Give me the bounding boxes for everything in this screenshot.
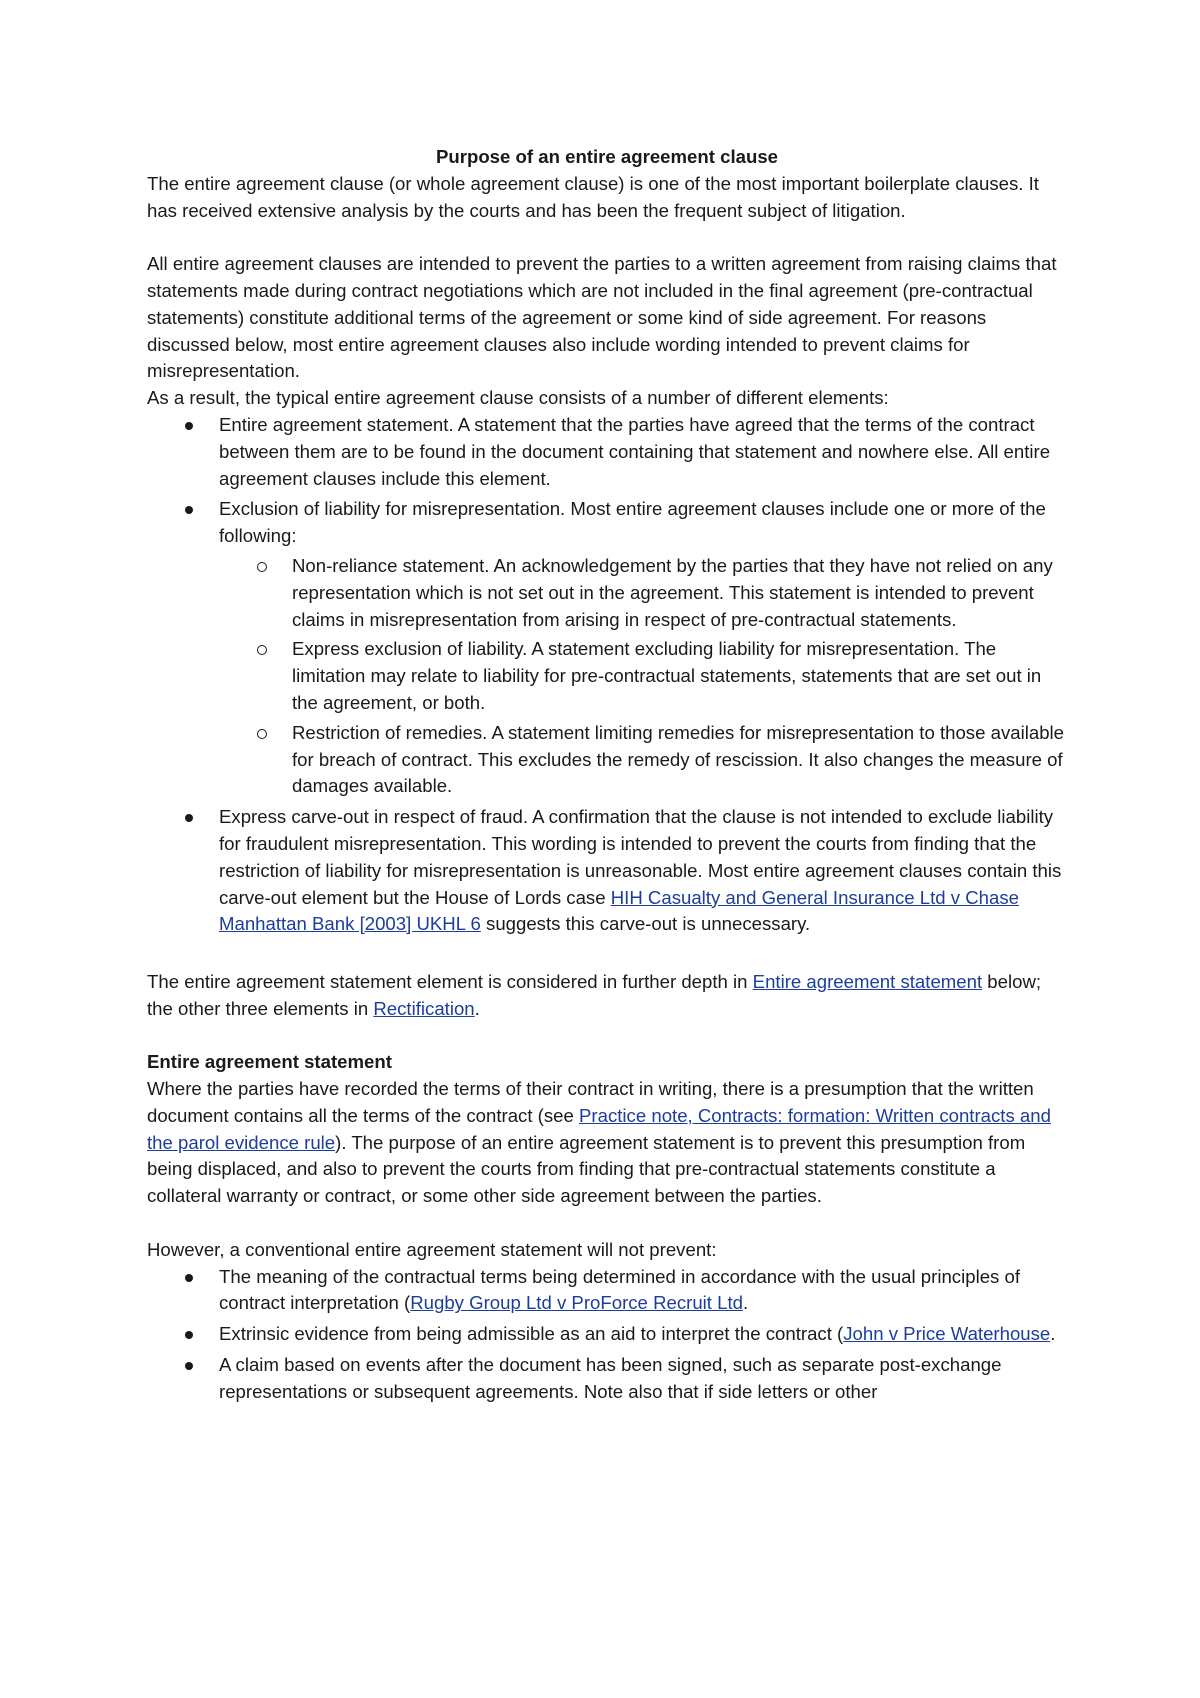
list-item bbox=[147, 496, 1067, 800]
section-heading: Entire agreement statement bbox=[147, 1051, 392, 1073]
list-item-text: Express carve-out in respect of fraud. A confirmation that the clause is not intended to exclude liability for fraudulent misrepresentation. This wording is intended to prevent the courts from finding that the restriction of liability for misrepresentation is unreasonable. Most entire agreement clauses contain this carve-out element but the House of Lords case bbox=[219, 806, 1062, 908]
paragraph-gap bbox=[147, 224, 1067, 251]
list-item-text: . bbox=[742, 1292, 749, 1314]
bullet-icon bbox=[185, 1274, 193, 1282]
elements-list bbox=[147, 412, 1067, 938]
list-item bbox=[147, 1264, 1067, 1318]
paragraph-gap bbox=[147, 1023, 1067, 1050]
list-item bbox=[147, 804, 1067, 938]
presumption-paragraph bbox=[147, 1076, 1067, 1210]
entire-agreement-statement-link[interactable]: Entire agreement statement bbox=[752, 970, 983, 992]
rectification-link[interactable]: Rectification bbox=[373, 997, 475, 1019]
sub-list-item bbox=[219, 720, 1067, 800]
list-item bbox=[147, 412, 1067, 492]
rugby-group-case-link[interactable]: Rugby Group Ltd v ProForce Recruit Ltd bbox=[410, 1292, 743, 1314]
prevent-list bbox=[147, 1264, 1067, 1406]
list-item-text: Exclusion of liability for misrepresentation. Most entire agreement clauses include one or more of the following: bbox=[219, 498, 1046, 547]
practice-note-link[interactable]: Practice note, Contracts: formation: Written contracts and the parol evidence rule bbox=[147, 1104, 1051, 1153]
hollow-bullet-icon bbox=[257, 562, 267, 572]
bullet-icon bbox=[185, 1331, 193, 1339]
list-item-text: Entire agreement statement. A statement that the parties have agreed that the terms of the contract between them are to be found in the document containing that statement and nowhere else. All entire agreement clauses include this element. bbox=[219, 413, 1051, 489]
list-item-text: Extrinsic evidence from being admissible as an aid to interpret the contract ( bbox=[219, 1323, 844, 1345]
prevent-lead-paragraph: However, a conventional entire agreement statement will not prevent: bbox=[147, 1238, 717, 1260]
list-item bbox=[147, 1352, 1067, 1406]
paragraph-gap bbox=[147, 942, 1067, 969]
sub-list-item-text: Restriction of remedies. A statement limiting remedies for misrepresentation to those available for breach of contract. This excludes the remedy of rescission. It also changes the measure of damages available. bbox=[292, 721, 1065, 797]
hollow-bullet-icon bbox=[257, 645, 267, 655]
list-item-text: A claim based on events after the document has been signed, such as separate post-exchange representations or subsequent agreements. Note also that if side letters or other bbox=[219, 1354, 1002, 1402]
sub-list-item bbox=[219, 553, 1067, 633]
paragraph-text: . bbox=[474, 997, 480, 1019]
hollow-bullet-icon bbox=[257, 729, 267, 739]
sub-list-item bbox=[219, 636, 1067, 716]
intro-paragraph: The entire agreement clause (or whole agreement clause) is one of the most important boilerplate clauses. It has received extensive analysis by the courts and has been the frequent subject of litigation. bbox=[147, 172, 1039, 221]
paragraph-gap bbox=[147, 1210, 1067, 1237]
list-item bbox=[147, 1321, 1067, 1348]
list-item-text: The meaning of the contractual terms being determined in accordance with the usual principles of contract interpretation ( bbox=[219, 1265, 1021, 1314]
sub-list-item-text: Express exclusion of liability. A statement excluding liability for misrepresentation. The limitation may relate to liability for pre-contractual statements, statements that are set out in the agreement, or both. bbox=[292, 638, 1042, 713]
sub-elements-list bbox=[219, 553, 1067, 800]
sub-list-item-text: Non-reliance statement. An acknowledgement by the parties that they have not relied on any representation which is not set out in the agreement. This statement is intended to prevent claims in misrepresentation from arising in respect of pre-contractual statements. bbox=[292, 554, 1053, 630]
hih-casualty-case-link[interactable]: HIH Casualty and General Insurance Ltd v Chase Manhattan Bank [2003] UKHL 6 bbox=[219, 886, 1019, 935]
list-item-text: . bbox=[1050, 1323, 1056, 1345]
purpose-paragraph: All entire agreement clauses are intended to prevent the parties to a written agreement from raising claims that statements made during contract negotiations which are not included in the final agreement (pre-contractual statements) constitute additional terms of the agreement or some kind of side agreement. For reasons discussed below, most entire agreement clauses also include wording intended to prevent claims for misrepresentation. bbox=[147, 253, 1057, 382]
elements-lead-paragraph: As a result, the typical entire agreement clause consists of a number of different elements: bbox=[147, 387, 889, 409]
paragraph-text: below; the other three elements in bbox=[147, 970, 1042, 1019]
paragraph-text: Where the parties have recorded the terms of their contract in writing, there is a presumption that the written document contains all the terms of the contract (see bbox=[147, 1078, 1034, 1126]
page-title: Purpose of an entire agreement clause bbox=[435, 146, 779, 167]
bullet-icon bbox=[185, 422, 193, 430]
bullet-icon bbox=[185, 1362, 193, 1370]
bullet-icon bbox=[185, 506, 193, 514]
paragraph-text: The entire agreement statement element is considered in further depth in bbox=[147, 970, 753, 992]
elements-reference-paragraph bbox=[147, 969, 1067, 1023]
paragraph-text: ). The purpose of an entire agreement statement is to prevent this presumption from being displaced, and also to prevent the courts from finding that pre-contractual statements constitute a collateral warranty or contract, or some other side agreement between the parties. bbox=[147, 1131, 1026, 1207]
bullet-icon bbox=[185, 814, 193, 822]
document-page bbox=[147, 144, 1067, 1410]
john-v-price-waterhouse-link[interactable]: John v Price Waterhouse bbox=[843, 1323, 1051, 1345]
list-item-text: suggests this carve-out is unnecessary. bbox=[480, 913, 811, 935]
